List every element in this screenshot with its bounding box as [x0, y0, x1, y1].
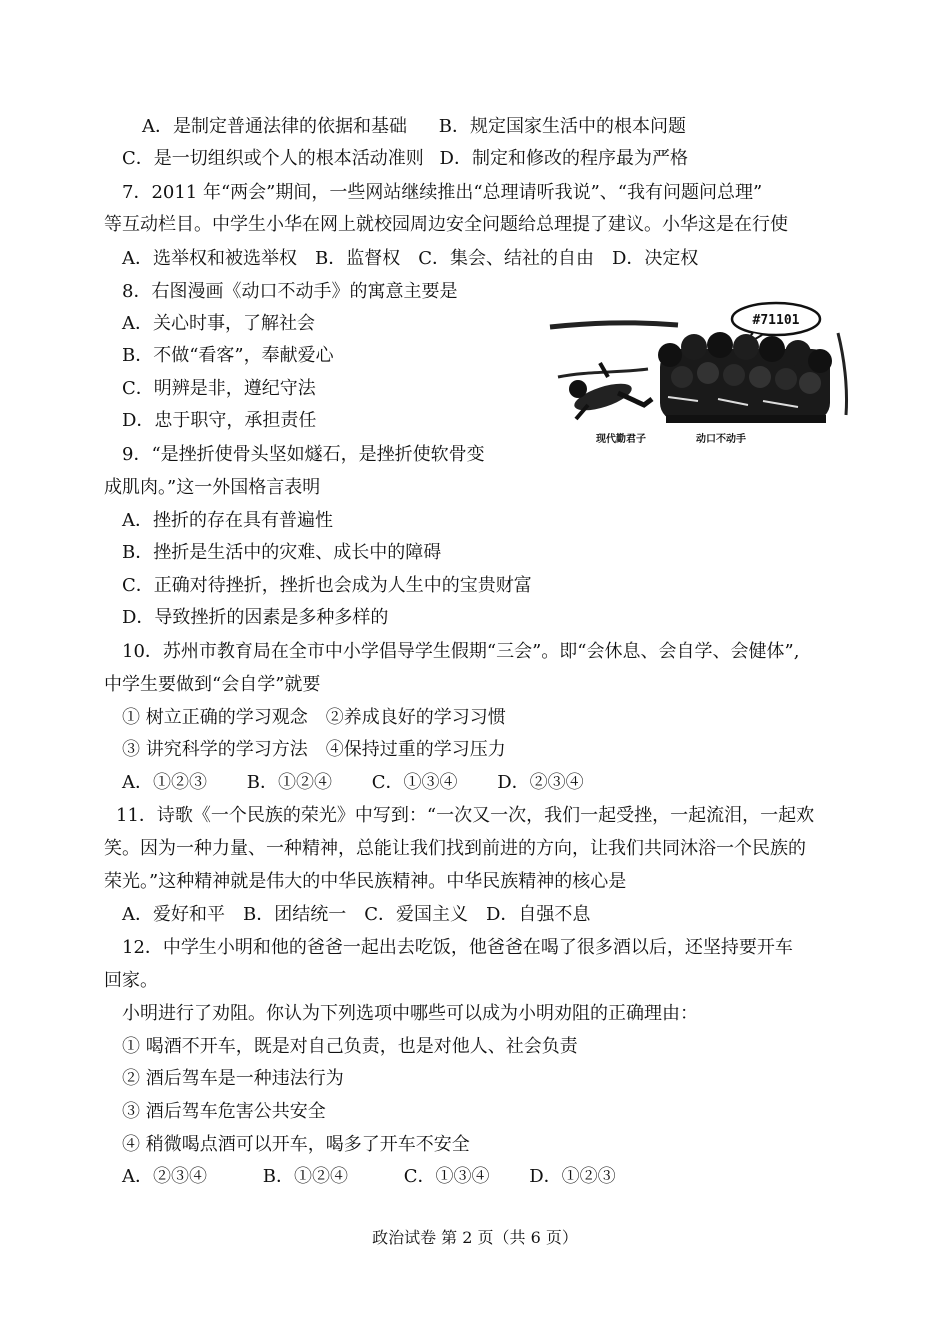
q8-option-a: A．关心时事，了解社会	[122, 313, 315, 334]
q9-stem-line-2: 成肌肉。”这一外国格言表明	[104, 477, 321, 498]
q10-item-row-2: ③ 讲究科学的学习方法 ④保持过重的学习压力	[122, 739, 506, 760]
q12-options	[122, 1166, 616, 1188]
q12-option-d: D．①②③	[529, 1166, 616, 1187]
crowd	[658, 332, 832, 423]
q10-option-d: D．②③④	[497, 772, 584, 793]
q9-option-b: B．挫折是生活中的灾难、成长中的障碍	[122, 542, 442, 563]
q9-option-a: A．挫折的存在具有普遍性	[122, 510, 333, 531]
speech-bubble-text: #71101	[752, 313, 800, 328]
q12-stem-line-2: 回家。	[104, 970, 158, 991]
q6-options-row-2	[122, 148, 688, 170]
q8-option-b: B．不做“看客”，奉献爱心	[122, 345, 334, 366]
q12-option-b: B．①②④	[262, 1166, 348, 1187]
q10-option-b: B．①②④	[246, 772, 332, 793]
q10-stem-line-1: 10．苏州市教育局在全市中小学倡导学生假期“三会”。即“会休息、会自学、会健体”,	[122, 641, 800, 662]
q7-stem-line-2: 等互动栏目。中学生小华在网上就校园周边安全问题给总理提了建议。小华这是在行使	[104, 214, 788, 235]
q9-option-c: C．正确对待挫折，挫折也会成为人生中的宝贵财富	[122, 575, 532, 596]
q10-stem-line-2: 中学生要做到“会自学”就要	[104, 674, 321, 695]
q11-options: A．爱好和平 B．团结统一 C．爱国主义 D．自强不息	[122, 904, 591, 925]
q10-option-c: C．①③④	[371, 772, 458, 793]
q9-stem-line-1: 9．“是挫折使骨头坚如燧石，是挫折使软骨变	[122, 444, 485, 465]
edge-streak	[838, 333, 847, 415]
q9-option-d: D．导致挫折的因素是多种多样的	[122, 607, 389, 628]
q12-item-1: ① 喝酒不开车，既是对自己负责，也是对他人、社会负责	[122, 1036, 578, 1057]
cartoon-figure	[548, 297, 853, 452]
q6-option-b: B．规定国家生活中的根本问题	[438, 116, 686, 137]
q6-option-d: D．制定和修改的程序最为严格	[439, 148, 688, 169]
q12-item-3: ③ 酒后驾车危害公共安全	[122, 1101, 326, 1122]
q11-stem-line-3: 荣光。”这种精神就是伟大的中华民族精神。中华民族精神的核心是	[104, 871, 627, 892]
q10-option-a: A．①②③	[122, 772, 207, 793]
cartoon-caption-right: 动口不动手	[696, 434, 746, 445]
q8-option-d: D．忠于职守，承担责任	[122, 410, 317, 431]
page-footer: 政治试卷 第 2 页（共 6 页）	[372, 1228, 578, 1247]
q12-item-2: ② 酒后驾车是一种违法行为	[122, 1068, 344, 1089]
q12-stem-line-1: 12．中学生小明和他的爸爸一起出去吃饭，他爸爸在喝了很多酒以后，还坚持要开车	[122, 937, 793, 958]
q12-item-4: ④ 稍微喝点酒可以开车，喝多了开车不安全	[122, 1134, 470, 1155]
ground-streak-1	[550, 323, 678, 327]
q8-stem: 8．右图漫画《动口不动手》的寓意主要是	[122, 281, 458, 302]
q12-option-c: C．①③④	[403, 1166, 490, 1187]
q12-option-a: A．②③④	[122, 1166, 207, 1187]
q12-stem-line-3: 小明进行了劝阻。你认为下列选项中哪些可以成为小明劝阻的正确理由：	[122, 1003, 698, 1024]
q8-option-c: C．明辨是非，遵纪守法	[122, 378, 316, 399]
q11-stem-line-2: 笑。因为一种力量、一种精神，总能让我们找到前进的方向，让我们共同沐浴一个民族的	[104, 838, 806, 859]
q7-stem-line-1: 7．2011 年“两会”期间，一些网站继续推出“总理请听我说”、“我有问题问总理”	[122, 182, 763, 203]
q6-option-c: C．是一切组织或个人的根本活动准则	[122, 148, 424, 169]
q7-options: A．选举权和被选举权 B．监督权 C．集会、结社的自由 D．决定权	[122, 248, 699, 269]
q6-option-a: A．是制定普通法律的依据和基础	[142, 116, 407, 137]
cartoon-caption-left: 现代勤君子	[596, 434, 646, 445]
q6-options-row-1	[142, 116, 686, 138]
q10-item-row-1: ① 树立正确的学习观念 ②养成良好的学习习惯	[122, 707, 506, 728]
q11-stem-line-1: 11．诗歌《一个民族的荣光》中写到：“一次又一次，我们一起受挫，一起流泪，一起欢	[116, 805, 815, 826]
q10-options	[122, 772, 584, 794]
